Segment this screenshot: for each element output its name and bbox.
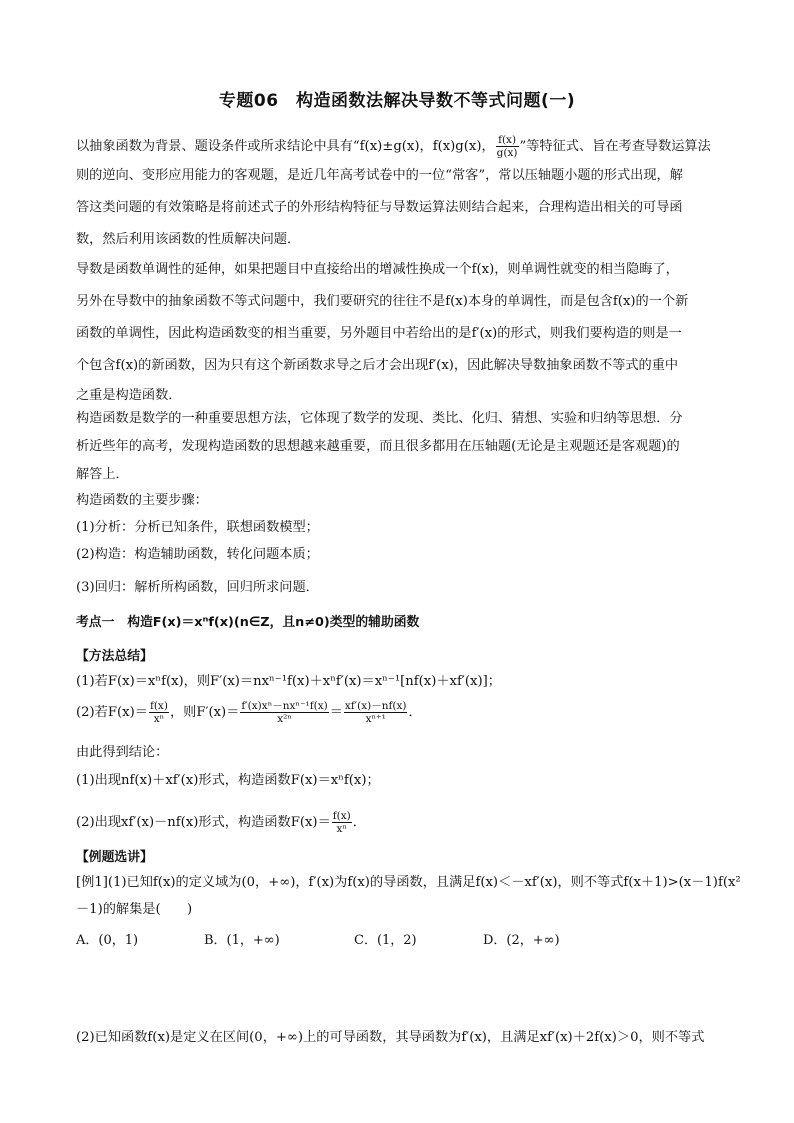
para2-line-5: 之重是构造函数． [76, 388, 182, 403]
intro-line-1-text-b: ”等特征式、旨在考查导数运算法 [519, 139, 711, 154]
intro-line-3: 答这类问题的有效策略是将前述式子的外形结构特征与导数运算法则结合起来，合理构造出相关的可导函 [76, 200, 683, 215]
page-title: 专题06 构造函数法解决导数不等式问题(一) [218, 91, 576, 111]
fraction-denominator: xⁿ⁺¹ [365, 713, 386, 725]
fraction-denominator: x²ⁿ [277, 713, 292, 725]
steps-heading: 构造函数的主要步骤： [76, 493, 208, 508]
fraction-derivative-quotient [240, 700, 328, 725]
para3-line-3: 解答上． [76, 467, 129, 482]
method-formula-2 [76, 700, 422, 725]
example-1-line-1: [例1](1)已知f(x)的定义域为(0，+∞)，f′(x)为f(x)的导函数，且满足f(x)＜－xf′(x)，则不等式f(x＋1)>(x－1)f(x² [76, 875, 741, 890]
intro-line-1-text-a: 以抽象函数为背景、题设条件或所求结论中具有“f(x)±g(x)，f(x)g(x)， [76, 139, 495, 154]
intro-line-2: 则的逆向、变形应用能力的客观题，是近几年高考试卷中的一位“常客”，常以压轴题小题的形式出现，解 [76, 168, 683, 183]
para2-line-1: 导数是函数单调性的延伸，如果把题目中直接给出的增减性换成一个f(x)，则单调性就变的相当隐晦了， [76, 262, 679, 277]
para2-line-2: 另外在导数中的抽象函数不等式问题中，我们要研究的往往不是f(x)本身的单调性，而是包含f(x)的一个新 [76, 294, 689, 309]
formula-2-text-a: (2)若F(x)＝ [76, 705, 148, 720]
step-1: (1)分析：分析已知条件，联想函数模型； [76, 520, 319, 535]
fraction-simplified [344, 700, 408, 725]
para3-line-2: 析近些年的高考，发现构造函数的思想越来越重要，而且很多都用在压轴题(无论是主观题还是客观题)的 [76, 439, 680, 454]
fraction-numerator: xf′(x)－nf(x) [344, 700, 407, 712]
conclusion-2-text-b: ． [352, 815, 366, 830]
example-2-line-1: (2)已知函数f(x)是定义在区间(0，+∞)上的可导函数，其导函数为f′(x)，且满足xf′(x)＋2f(x)＞0，则不等式 [76, 1030, 705, 1045]
para2-line-4: 个包含f(x)的新函数，因为只有这个新函数求导之后才会出现f′(x)，因此解决导数抽象函数不等式的重中 [76, 358, 679, 373]
para2-line-3: 函数的单调性，因此构造函数变的相当重要，另外题目中若给出的是f′(x)的形式，则我们要构造的则是一 [76, 326, 682, 341]
para3-line-1: 构造函数是数学的一种重要思想方法，它体现了数学的发现、类比、化归、猜想、实验和归纳等思想．分 [76, 411, 683, 426]
fraction-f-over-xn [149, 700, 169, 725]
fraction-denominator: xⁿ [336, 823, 347, 835]
option-d: D．(2，+∞) [483, 933, 560, 948]
examples-heading: 【例题选讲】 [76, 850, 153, 865]
conclusion-2 [76, 810, 366, 835]
fraction-f-over-xn [332, 810, 352, 835]
formula-2-text-c: ＝ [329, 705, 343, 720]
method-heading: 【方法总结】 [76, 649, 153, 664]
option-b: B．(1，+∞) [204, 933, 280, 948]
conclusion-1: (1)出现nf(x)＋xf′(x)形式，构造函数F(x)＝xⁿf(x)； [76, 773, 380, 788]
intro-line-1 [76, 134, 711, 159]
conclusion-2-text-a: (2)出现xf′(x)－nf(x)形式，构造函数F(x)＝ [76, 815, 331, 830]
conclusion-heading: 由此得到结论： [76, 745, 169, 760]
fraction-numerator: f′(x)xⁿ－nxⁿ⁻¹f(x) [241, 700, 328, 712]
fg-fraction [496, 134, 519, 159]
example-1-line-2: －1)的解集是( ) [76, 902, 193, 917]
formula-2-text-b: ，则F′(x)＝ [169, 705, 240, 720]
fraction-denominator: g(x) [496, 147, 518, 159]
fraction-numerator: f(x) [332, 810, 351, 822]
step-3: (3)回归：解析所构函数，回归所求问题． [76, 580, 319, 595]
method-formula-1: (1)若F(x)＝xⁿf(x)，则F′(x)＝nxⁿ⁻¹f(x)＋xⁿf′(x)＝xⁿ⁻¹[nf(x)＋xf′(x)]； [76, 674, 501, 689]
section-heading-kaodian: 考点一 构造F(x)＝xⁿf(x)(n∈Z，且n≠0)类型的辅助函数 [76, 615, 420, 630]
answer-options [76, 929, 636, 947]
fraction-numerator: f(x) [496, 134, 519, 147]
fraction-denominator: xⁿ [153, 713, 165, 725]
step-2: (2)构造：构造辅助函数，转化问题本质； [76, 547, 319, 562]
intro-line-4: 数，然后利用该函数的性质解决问题． [76, 232, 301, 247]
formula-2-text-d: ． [408, 705, 422, 720]
fraction-numerator: f(x) [149, 700, 168, 712]
option-c: C．(1，2) [354, 933, 417, 948]
option-a: A．(0，1) [76, 933, 139, 948]
